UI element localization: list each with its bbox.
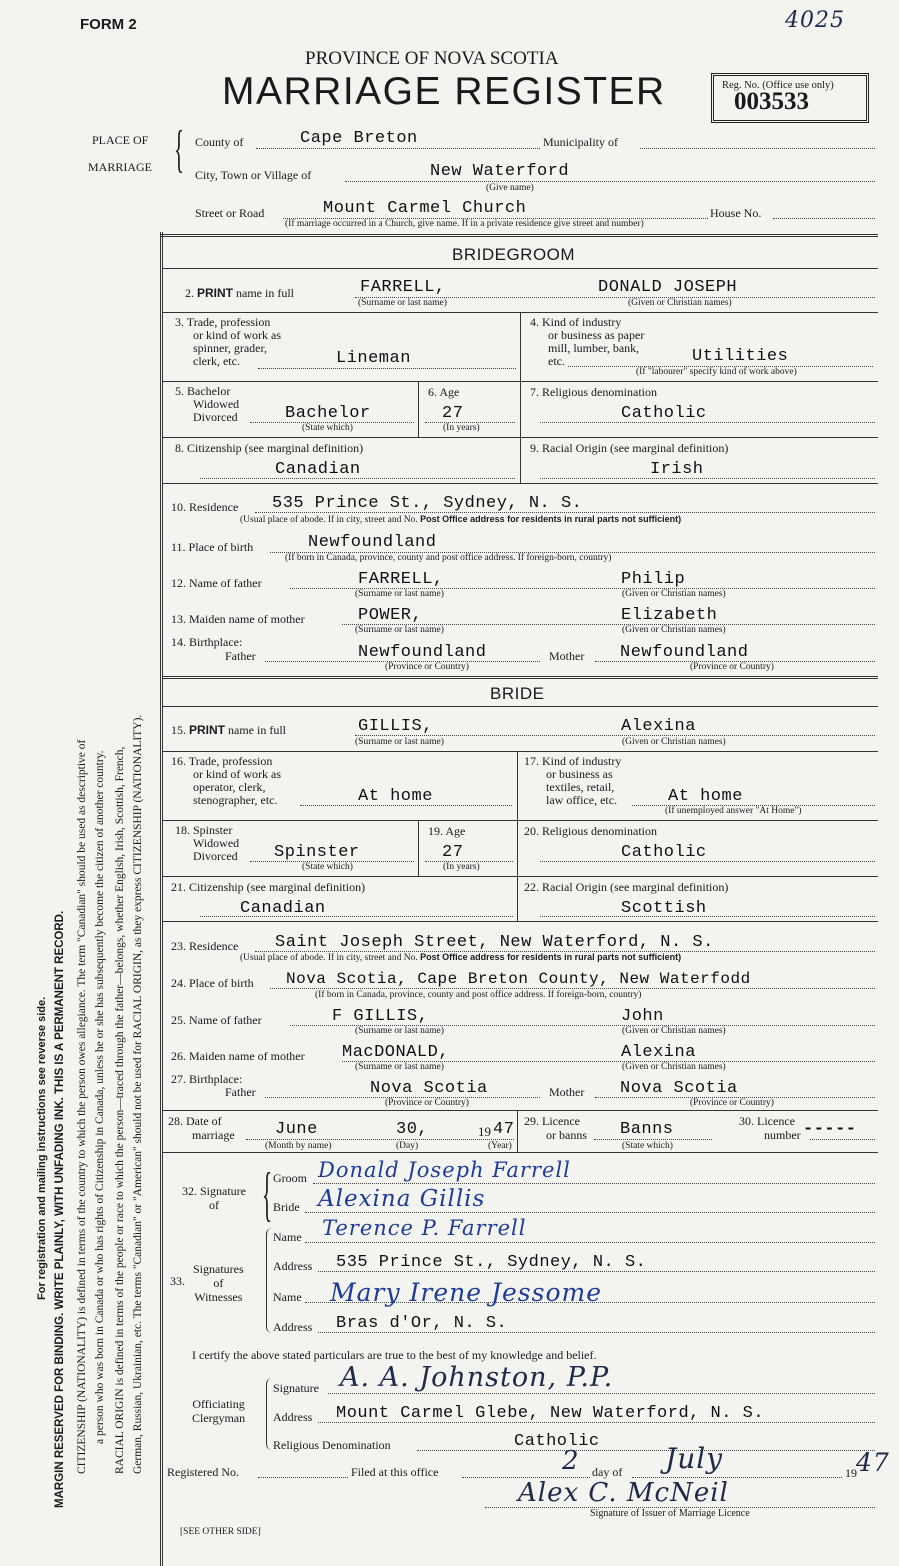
witness-brace <box>266 1228 273 1333</box>
see-other-side: [SEE OTHER SIDE] <box>180 1527 261 1537</box>
groom-given: DONALD JOSEPH <box>598 278 738 297</box>
margin-line-1: For registration and mailing instructions see reverse side. <box>36 996 48 1300</box>
f33-label-2: of <box>213 1276 224 1290</box>
groom-signature: Donald Joseph Farrell <box>318 1158 571 1182</box>
f20-label: 20. Religious denomination <box>524 824 657 838</box>
hint-residence-bold: Post Office address for residents in rural parts not sufficient) <box>420 514 682 524</box>
f10-label: 10. Residence <box>171 500 239 514</box>
f15-num: 15. <box>171 723 186 737</box>
hint-surname: (Surname or last name) <box>355 1026 444 1036</box>
filed-day: 2 <box>562 1446 580 1476</box>
hint-surname: (Surname or last name) <box>355 589 444 599</box>
bride-given: Alexina <box>621 717 696 736</box>
hint-unemployed: (If unemployed answer "At Home") <box>665 806 802 816</box>
filed-month: July <box>665 1442 724 1475</box>
f7-label: 7. Religious denomination <box>530 385 657 399</box>
licence-number: ----- <box>803 1120 857 1139</box>
issuer-signature: Alex C. McNeil <box>518 1478 729 1508</box>
f27-mother-label: Mother <box>549 1085 585 1099</box>
witness1-address: 535 Prince St., Sydney, N. S. <box>336 1253 647 1272</box>
f17-label-1: 17. Kind of industry <box>524 754 622 768</box>
f11-label: 11. Place of birth <box>171 540 254 554</box>
bride-father-surname: F GILLIS, <box>332 1007 429 1026</box>
bride-age: 27 <box>442 843 464 862</box>
groom-mother-birthplace: Newfoundland <box>620 643 749 662</box>
margin-line-5: RACIAL ORIGIN is defined in terms of the people or race to which the person—traced through the father—belongs, whether English, Irish, Scottish, French, <box>114 746 126 1474</box>
hint-province-country: (Province or Country) <box>385 1098 469 1108</box>
f26-label: 26. Maiden name of mother <box>171 1049 305 1063</box>
f4-label-3: mill, lumber, bank, <box>548 341 640 355</box>
corner-note: 4025 <box>785 8 845 33</box>
groom-father-birthplace: Newfoundland <box>358 643 487 662</box>
filed-label: Filed at this office <box>351 1465 439 1479</box>
f19-label: 19. Age <box>428 824 466 838</box>
street-label: Street or Road <box>195 206 265 220</box>
f16-label-4: stenographer, etc. <box>193 793 278 807</box>
f8-label: 8. Citizenship (see marginal definition) <box>175 441 364 455</box>
f4-label-1: 4. Kind of industry <box>530 315 622 329</box>
clergy-label-2: Clergyman <box>192 1411 246 1425</box>
f5-label-1: 5. Bachelor <box>175 384 231 398</box>
bride-signature: Alexina Gillis <box>318 1186 486 1212</box>
hint-in-years: (In years) <box>443 862 480 872</box>
groom-father-surname: FARRELL, <box>358 570 444 589</box>
f16-label-2: or kind of work as <box>193 767 281 781</box>
f2-num: 2. <box>185 286 194 300</box>
margin-line-3: CITIZENSHIP (NATIONALITY) is defined in terms of the country to which the person owes allegiance. The term "Canadian" should be used as descriptive of <box>76 739 88 1474</box>
margin-line-6: German, Russian, Ukrainian, etc. The terms "Canadian" or "American" should not be used for RACIAL ORIGIN, as they express CITIZENSHIP (NATIONALITY). <box>132 714 144 1474</box>
groom-birthplace: Newfoundland <box>308 533 437 552</box>
bride-religion: Catholic <box>621 843 707 862</box>
registered-no-label: Registered No. <box>167 1465 239 1479</box>
f18-label-1: 18. Spinster <box>175 823 233 837</box>
city-value: New Waterford <box>430 162 570 181</box>
bride-trade: At home <box>358 787 433 806</box>
page-title: MARRIAGE REGISTER <box>222 70 666 113</box>
hint-birth: (If born in Canada, province, county and post office address. If foreign-born, country) <box>315 990 642 1000</box>
hint-birth: (If born in Canada, province, county and post office address. If foreign-born, country) <box>285 553 612 563</box>
hint-residence-bold: Post Office address for residents in rural parts not sufficient) <box>420 952 682 962</box>
marriage-year: 47 <box>493 1120 515 1139</box>
f27-label: 27. Birthplace: <box>171 1072 243 1086</box>
place-label-bottom: MARRIAGE <box>88 160 153 174</box>
groom-racial-origin: Irish <box>650 460 704 479</box>
hint-labourer: (If "labourer" specify kind of work above) <box>636 367 797 377</box>
bride-father-given: John <box>621 1007 664 1026</box>
section-bride: BRIDE <box>490 684 545 703</box>
witness2-name-label: Name <box>273 1290 302 1304</box>
hint-day: (Day) <box>396 1141 419 1151</box>
bride-surname: GILLIS, <box>358 717 433 736</box>
witness1-signature: Terence P. Farrell <box>322 1216 527 1240</box>
groom-trade: Lineman <box>336 349 411 368</box>
f3-label-2: or kind of work as <box>193 328 281 342</box>
hint-surname: (Surname or last name) <box>355 737 444 747</box>
f24-label: 24. Place of birth <box>171 976 254 990</box>
groom-residence: 535 Prince St., Sydney, N. S. <box>272 494 583 513</box>
hint-residence: (Usual place of abode. If in city, street and No. <box>240 515 418 525</box>
brace: { <box>262 1161 273 1227</box>
hint-given: (Given or Christian names) <box>628 298 732 308</box>
f28-label-b: marriage <box>192 1128 235 1142</box>
f4-label-4: etc. <box>548 354 565 368</box>
bride-birthplace: Nova Scotia, Cape Breton County, New Waterfodd <box>286 970 751 988</box>
form-number: FORM 2 <box>80 16 137 33</box>
f12-label: 12. Name of father <box>171 576 262 590</box>
margin-line-2: MARGIN RESERVED FOR BINDING. WRITE PLAINLY, WITH UNFADING INK. THIS IS A PERMANENT RECORD. <box>54 910 66 1508</box>
hint-province-country: (Province or Country) <box>690 1098 774 1108</box>
bride-citizenship: Canadian <box>240 899 326 918</box>
place-label-top: PLACE OF <box>92 133 149 147</box>
municipality-label: Municipality of <box>543 135 618 149</box>
margin-line-4: a person who was born in Canada or who has rights of Citizenship in Canada, unless he or she has subsequently become the citizen of another country. <box>94 750 106 1444</box>
county-label: County of <box>195 135 244 149</box>
f3-label-1: 3. Trade, profession <box>175 315 271 329</box>
witness1-name-label: Name <box>273 1230 302 1244</box>
witness2-signature: Mary Irene Jessome <box>330 1278 603 1307</box>
filed-year: 47 <box>856 1448 890 1477</box>
groom-citizenship: Canadian <box>275 460 361 479</box>
brace: { <box>174 121 184 178</box>
hint-province-country: (Province or Country) <box>385 662 469 672</box>
f3-label-3: spinner, grader, <box>193 341 268 355</box>
f33-label-1: Signatures <box>193 1262 244 1276</box>
clergy-denomination-label: Religious Denomination <box>273 1438 391 1452</box>
hint-given: (Given or Christian names) <box>622 1026 726 1036</box>
reg-no-box <box>711 73 869 123</box>
licence-or-banns: Banns <box>620 1120 674 1139</box>
bride-status: Spinster <box>274 843 360 862</box>
clergy-label-1: Officiating <box>192 1397 245 1411</box>
bride-industry: At home <box>668 787 743 806</box>
house-label: House No. <box>710 206 762 220</box>
groom-father-given: Philip <box>621 570 686 589</box>
f2-print: PRINT <box>197 286 233 300</box>
f33-label-3: Witnesses <box>194 1290 243 1304</box>
province-title: PROVINCE OF NOVA SCOTIA <box>305 48 559 69</box>
clergy-sig-label: Signature <box>273 1381 319 1395</box>
groom-status: Bachelor <box>285 404 371 423</box>
city-label: City, Town or Village of <box>195 168 312 182</box>
day-of-label: day of <box>592 1465 623 1479</box>
f32-label-b: of <box>209 1198 219 1212</box>
f3-label-4: clerk, etc. <box>193 354 240 368</box>
groom-sig-label: Groom <box>273 1171 307 1185</box>
hint-month: (Month by name) <box>265 1141 332 1151</box>
f14-mother-label: Mother <box>549 649 585 663</box>
f30-label-b: number <box>764 1128 801 1142</box>
f25-label: 25. Name of father <box>171 1013 262 1027</box>
f18-label-3: Divorced <box>193 849 238 863</box>
f17-label-3: textiles, retail, <box>546 780 615 794</box>
hint-state-which: (State which) <box>302 862 353 872</box>
groom-mother-given: Elizabeth <box>621 606 718 625</box>
hint-surname: (Surname or last name) <box>355 1062 444 1072</box>
clergy-signature: A. A. Johnston, P.P. <box>340 1362 614 1393</box>
f13-label: 13. Maiden name of mother <box>171 612 305 626</box>
bride-mother-surname: MacDONALD, <box>342 1043 450 1062</box>
f28-label-a: 28. Date of <box>168 1114 222 1128</box>
f17-label-2: or business as <box>546 767 613 781</box>
f30-label-a: 30. Licence <box>739 1114 795 1128</box>
county-value: Cape Breton <box>300 129 418 148</box>
hint-given: (Given or Christian names) <box>622 1062 726 1072</box>
f27-father-label: Father <box>225 1085 256 1099</box>
hint-surname: (Surname or last name) <box>358 298 447 308</box>
f29-label-a: 29. Licence <box>524 1114 580 1128</box>
certify-statement: I certify the above stated particulars are true to the best of my knowledge and belief. <box>192 1348 597 1362</box>
bride-father-birthplace: Nova Scotia <box>370 1079 488 1098</box>
clergy-address-label: Address <box>273 1410 313 1424</box>
f15-print: PRINT <box>189 723 225 737</box>
f15-label: name in full <box>228 723 286 737</box>
f9-label: 9. Racial Origin (see marginal definition) <box>530 441 729 455</box>
hint-in-years: (In years) <box>443 423 480 433</box>
witness1-address-label: Address <box>273 1259 313 1273</box>
hint-year: (Year) <box>488 1141 512 1151</box>
hint-province-country: (Province or Country) <box>690 662 774 672</box>
f29-label-b: or banns <box>546 1128 587 1142</box>
groom-mother-surname: POWER, <box>358 606 423 625</box>
hint-given: (Given or Christian names) <box>622 625 726 635</box>
groom-surname: FARRELL, <box>360 278 446 297</box>
f22-label: 22. Racial Origin (see marginal definition) <box>524 880 729 894</box>
groom-industry: Utilities <box>692 347 789 366</box>
bride-racial-origin: Scottish <box>621 899 707 918</box>
marriage-year-prefix: 19 <box>478 1124 491 1139</box>
filed-year-prefix: 19 <box>845 1466 857 1480</box>
issuer-label: Signature of Issuer of Marriage Licence <box>590 1508 750 1519</box>
hint-given: (Given or Christian names) <box>622 737 726 747</box>
bride-mother-birthplace: Nova Scotia <box>620 1079 738 1098</box>
f18-label-2: Widowed <box>193 836 240 850</box>
clergy-address: Mount Carmel Glebe, New Waterford, N. S. <box>336 1404 765 1423</box>
hint-state-which: (State which) <box>302 423 353 433</box>
street-hint: (If marriage occurred in a Church, give name. If in a private residence give street and number) <box>285 219 644 229</box>
groom-religion: Catholic <box>621 404 707 423</box>
hint-state-which: (State which) <box>622 1141 673 1151</box>
f33-num: 33. <box>170 1274 185 1288</box>
f2-label: name in full <box>236 286 294 300</box>
section-bridegroom: BRIDEGROOM <box>452 245 576 264</box>
hint-given: (Given or Christian names) <box>622 589 726 599</box>
clergy-brace <box>266 1378 273 1450</box>
f16-label-3: operator, clerk, <box>193 780 266 794</box>
bride-residence: Saint Joseph Street, New Waterford, N. S. <box>275 933 714 952</box>
f16-label-1: 16. Trade, profession <box>171 754 273 768</box>
f21-label: 21. Citizenship (see marginal definition) <box>171 880 366 894</box>
witness2-address: Bras d'Or, N. S. <box>336 1314 508 1333</box>
f14-father-label: Father <box>225 649 256 663</box>
f32-label-a: 32. Signature <box>182 1184 246 1198</box>
marriage-month: June <box>275 1120 318 1139</box>
reg-no-value: 003533 <box>734 88 809 115</box>
f17-label-4: law office, etc. <box>546 793 618 807</box>
marriage-day: 30, <box>396 1120 429 1139</box>
street-value: Mount Carmel Church <box>323 199 527 218</box>
f4-label-2: or business as paper <box>548 328 645 342</box>
f14-label: 14. Birthplace: <box>171 635 243 649</box>
f5-label-2: Widowed <box>193 397 240 411</box>
hint-residence: (Usual place of abode. If in city, street and No. <box>240 953 418 963</box>
f6-label: 6. Age <box>428 385 460 399</box>
hint-surname: (Surname or last name) <box>355 625 444 635</box>
clergy-denomination: Catholic <box>514 1432 600 1451</box>
f23-label: 23. Residence <box>171 939 239 953</box>
city-hint: (Give name) <box>486 183 534 193</box>
bride-sig-label: Bride <box>273 1200 300 1214</box>
f5-label-3: Divorced <box>193 410 238 424</box>
reg-no-label: Reg. No. (Office use only) <box>722 80 834 91</box>
bride-mother-given: Alexina <box>621 1043 696 1062</box>
groom-age: 27 <box>442 404 464 423</box>
witness2-address-label: Address <box>273 1320 313 1334</box>
